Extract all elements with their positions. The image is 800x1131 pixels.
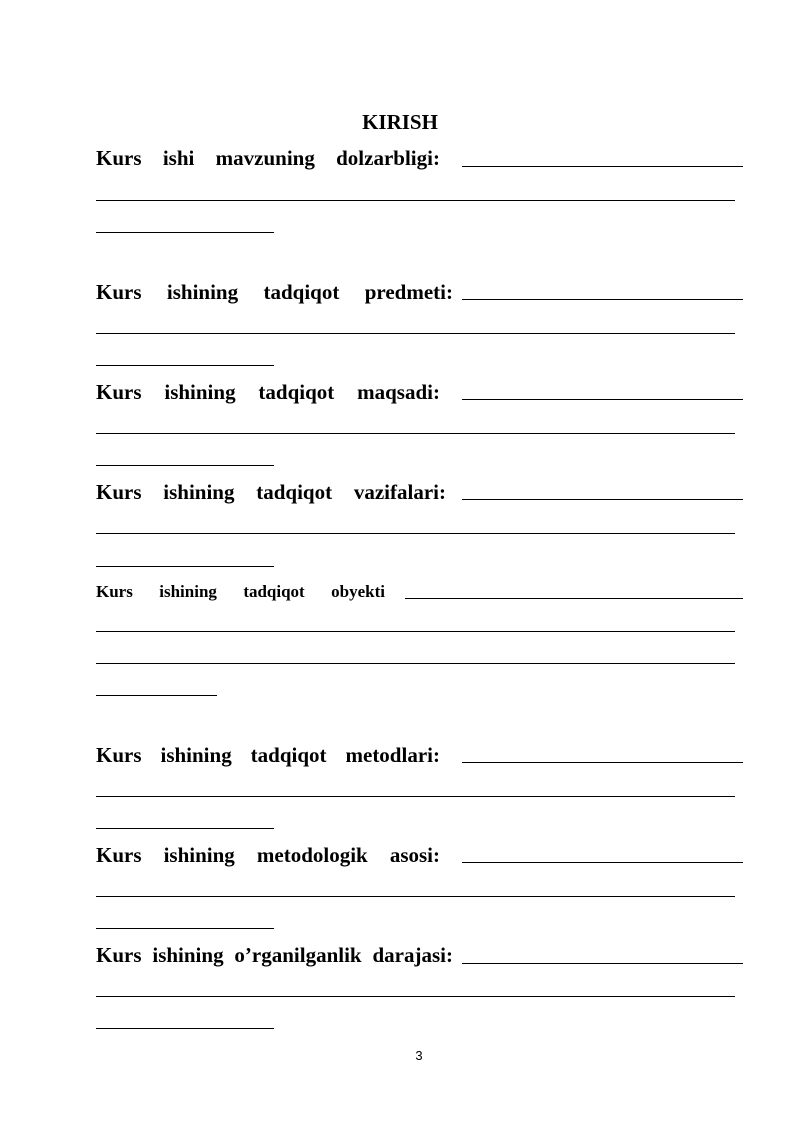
label-word: Kurs [96, 843, 142, 867]
label-word: ishining [159, 582, 217, 601]
label-word: maqsadi: [357, 380, 440, 404]
label-word: predmeti: [364, 280, 453, 304]
label-word: Kurs [96, 582, 133, 601]
page-title: KIRISH [362, 110, 438, 134]
fill-in-line[interactable] [96, 996, 735, 997]
fill-in-line[interactable] [462, 499, 743, 500]
label-word: tadqiqot [258, 380, 335, 404]
label-word: Kurs [96, 943, 142, 967]
label-word: ishining [164, 380, 236, 404]
fill-in-line[interactable] [96, 333, 735, 334]
fill-in-line[interactable] [462, 166, 743, 167]
fill-in-line[interactable] [96, 631, 735, 632]
fill-in-line[interactable] [96, 465, 274, 466]
fill-in-line[interactable] [462, 963, 743, 964]
label-word: ishining [166, 280, 239, 304]
section-label-object [96, 578, 385, 606]
fill-in-line[interactable] [405, 598, 743, 599]
fill-in-line[interactable] [462, 762, 743, 763]
fill-in-line[interactable] [96, 928, 274, 929]
fill-in-line[interactable] [96, 433, 735, 434]
label-word: ishining [160, 743, 232, 767]
section-label-study-degree [96, 941, 453, 969]
label-word: asosi: [389, 843, 440, 867]
fill-in-line[interactable] [96, 200, 735, 201]
label-word: vazifalari: [353, 480, 446, 504]
label-word: Kurs [96, 280, 142, 304]
label-word: metodlari: [345, 743, 440, 767]
page-number: 3 [415, 1048, 423, 1063]
label-word: Kurs [96, 146, 142, 170]
fill-in-line[interactable] [462, 862, 743, 863]
fill-in-line[interactable] [96, 533, 735, 534]
section-label-relevance [96, 144, 440, 172]
label-word: metodologik [256, 843, 368, 867]
section-label-methods [96, 741, 440, 769]
fill-in-line[interactable] [96, 695, 217, 696]
label-word: Kurs [96, 480, 142, 504]
section-label-goal [96, 378, 440, 406]
label-word: Kurs [96, 380, 142, 404]
section-label-subject [96, 278, 453, 306]
label-word: darajasi: [372, 943, 453, 967]
label-word: tadqiqot [256, 480, 333, 504]
fill-in-line[interactable] [96, 828, 274, 829]
label-word: ishining [152, 943, 224, 967]
label-word: tadqiqot [250, 743, 327, 767]
label-word: Kurs [96, 743, 142, 767]
label-word: ishining [163, 480, 235, 504]
section-label-tasks [96, 478, 446, 506]
fill-in-line[interactable] [96, 663, 735, 664]
fill-in-line[interactable] [96, 896, 735, 897]
fill-in-line[interactable] [96, 796, 735, 797]
fill-in-line[interactable] [96, 365, 274, 366]
label-word: tadqiqot [263, 280, 340, 304]
fill-in-line[interactable] [96, 566, 274, 567]
label-word: ishining [163, 843, 235, 867]
fill-in-line[interactable] [462, 299, 743, 300]
label-word: mavzuning [215, 146, 315, 170]
fill-in-line[interactable] [96, 1028, 274, 1029]
label-word: ishi [162, 146, 195, 170]
section-label-methodological-basis [96, 841, 440, 869]
fill-in-line[interactable] [96, 232, 274, 233]
label-word: dolzarbligi: [336, 146, 440, 170]
fill-in-line[interactable] [462, 399, 743, 400]
label-word: o’rganilganlik [234, 943, 362, 967]
label-word: tadqiqot [243, 582, 305, 601]
label-word: obyekti [331, 582, 385, 601]
